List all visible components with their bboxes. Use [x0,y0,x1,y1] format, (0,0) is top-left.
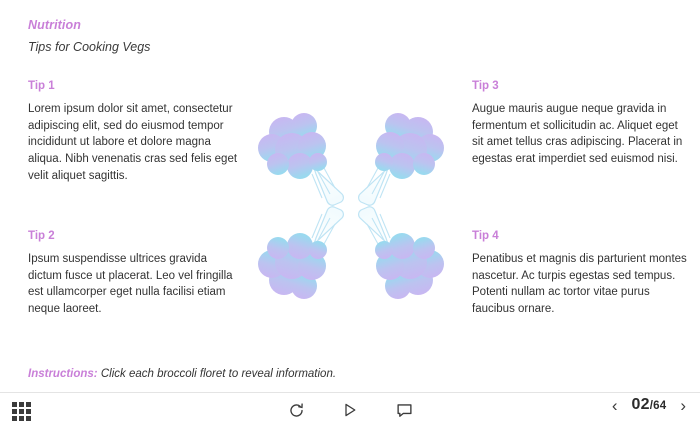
tip-block-1 [28,80,243,184]
tip-body-2: Ipsum suspendisse ultrices gravida dictum fusce ut placerat. Leo vel fringilla est ullamcorper eget nulla facilisi etiam neque laoreet. [28,253,233,316]
broccoli-floret-3[interactable] [256,206,352,304]
comment-icon[interactable] [392,398,416,422]
tip-block-2 [28,230,243,318]
total-pages: 64 [653,400,667,412]
current-page: 02 [631,396,650,413]
instructions-label: Instructions: [28,368,98,380]
broccoli-graphic [256,108,446,304]
pagination [612,396,686,414]
tip-block-3 [472,80,687,168]
tip-title-4: Tip 4 [472,230,499,242]
tip-title-3: Tip 3 [472,80,499,92]
toolbar-divider [0,392,700,393]
prev-page-button[interactable]: ‹ [611,395,618,415]
page-indicator [632,396,667,414]
next-page-button[interactable]: › [680,395,686,415]
broccoli-floret-1[interactable] [256,108,352,206]
broccoli-floret-4[interactable] [350,206,446,304]
slide-header [28,18,150,54]
tip-title-1: Tip 1 [28,80,55,92]
play-icon[interactable] [338,398,362,422]
tip-block-4 [472,230,687,318]
page-separator: / [649,400,654,412]
tip-body-3: Augue mauris augue neque gravida in fermentum et sollicitudin ac. Aliquet eget sit amet tellus cras adipiscing. Placerat in egestas erat imperdiet sed euismod nisi. [472,103,683,166]
broccoli-floret-2[interactable] [350,108,446,206]
playback-controls [0,395,700,422]
replay-icon[interactable] [284,398,308,422]
instructions-text: Click each broccoli floret to reveal information. [97,368,337,380]
page-title: Nutrition [28,18,81,32]
instructions-line [28,368,336,380]
tip-body-4: Penatibus et magnis dis parturient montes nascetur. Ac turpis egestas sed tempus. Potenti nullam ac tortor vitae purus faucibus ornare. [472,253,687,316]
page-subtitle: Tips for Cooking Vegs [28,40,151,54]
tip-title-2: Tip 2 [28,230,55,242]
tip-body-1: Lorem ipsum dolor sit amet, consectetur adipiscing elit, sed do eiusmod tempor incididunt ut labore et dolore magna aliqua. Nibh venenatis cras sed felis eget velit aliquet sagittis. [28,103,238,182]
